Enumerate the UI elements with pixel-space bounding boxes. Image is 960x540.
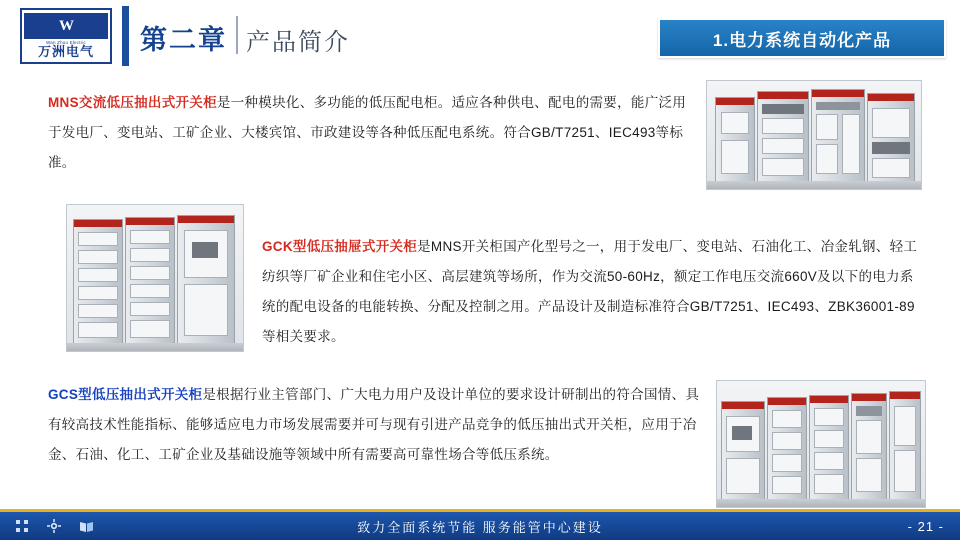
gck-switchgear-photo <box>66 204 244 352</box>
logo-chinese: 万洲电气 <box>37 44 94 59</box>
mns-switchgear-photo <box>706 80 922 190</box>
header-accent-bar <box>122 6 129 66</box>
paragraph-gck <box>262 232 922 352</box>
title-divider <box>236 16 238 54</box>
gcs-switchgear-photo <box>716 380 926 508</box>
paragraph-mns-highlight: MNS交流低压抽出式开关柜 <box>48 95 217 110</box>
chapter-title: 第二章 <box>140 25 227 55</box>
paragraph-gck-text: 是MNS开关柜国产化型号之一，用于发电厂、变电站、石油化工、冶金轧钢、轻工纺织等厂矿企业和住宅小区、高层建筑等场所，作为交流50-60Hz，额定工作电压交流660V及以下的电力系统的配电设备的电能转换、分配及控制之用。产品设计及制造标准符合GB/T7251、IEC493、ZBK36001-89等相关要求。 <box>262 239 918 344</box>
footer-slogan: 致力全面系统节能 服务能管中心建设 <box>357 519 603 535</box>
paragraph-mns-text: 是一种模块化、多功能的低压配电柜。适应各种供电、配电的需要，能广泛用于发电厂、变电站、工矿企业、大楼宾馆、市政建设等各种低压配电系统。符合GB/T7251、IEC493等标准。 <box>48 95 687 170</box>
slide-footer <box>0 512 960 540</box>
paragraph-mns <box>48 88 698 178</box>
logo-mark-text: W <box>59 17 73 34</box>
paragraph-gck-highlight: GCK型低压抽屉式开关柜 <box>262 239 418 254</box>
logo-mark-icon <box>24 13 108 39</box>
section-tag-label: 1.电力系统自动化产品 <box>712 30 892 50</box>
slide-header <box>0 0 960 74</box>
paragraph-gcs <box>48 380 708 470</box>
paragraph-gcs-text: 是根据行业主管部门、广大电力用户及设计单位的要求设计研制出的符合国情、具有较高技术性能指标、能够适应电力市场发展需要并可与现有引进产品竞争的低压抽出式开关柜，应用于冶金、石油、化工、工矿企业及基础设施等领域中所有需要高可靠性场合等低压系统。 <box>48 387 700 462</box>
company-logo <box>20 8 112 64</box>
logo-english: Wan Zhou Electric <box>46 40 86 45</box>
section-tag-badge <box>658 18 946 58</box>
page-title: 产品简介 <box>246 29 350 56</box>
page-number: - 21 - <box>907 518 944 534</box>
paragraph-gcs-highlight: GCS型低压抽出式开关柜 <box>48 387 203 402</box>
